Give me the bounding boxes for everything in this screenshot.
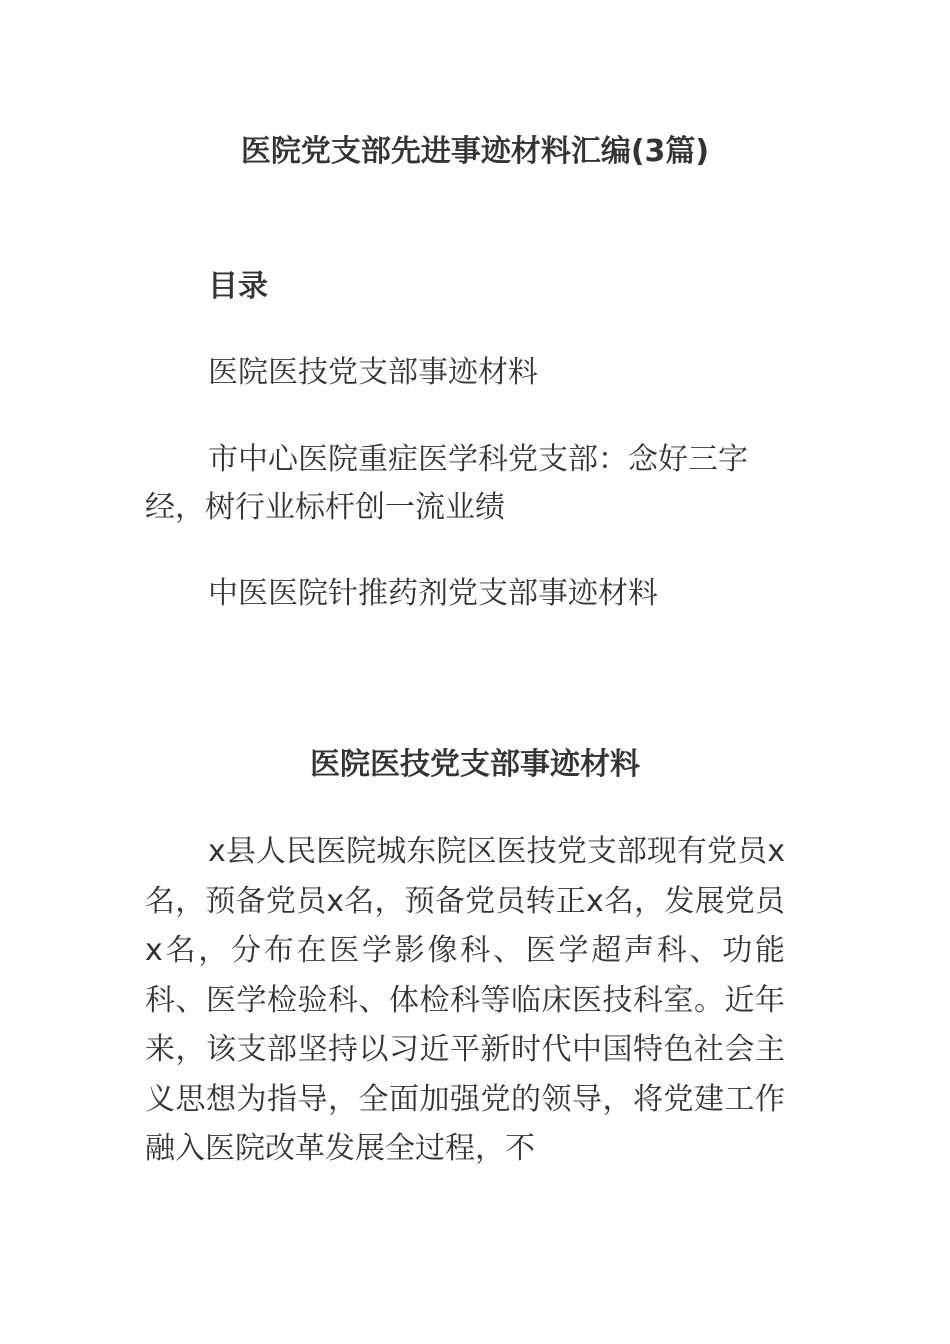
section-title: 医院医技党支部事迹材料 — [310, 747, 640, 782]
toc-heading: 目录 — [208, 269, 268, 304]
document-title: 医院党支部先进事迹材料汇编(3篇) — [240, 134, 710, 169]
toc-item: 中医医院针推药剂党支部事迹材料 — [208, 576, 658, 611]
toc-item: 医院医技党支部事迹材料 — [208, 355, 538, 390]
toc-item: 市中心医院重症医学科党支部：念好三字经，树行业标杆创一流业绩 — [145, 442, 748, 525]
body-paragraph: x县人民医院城东院区医技党支部现有党员x名，预备党员x名，预备党员转正x名，发展党员x名，分布在医学影像科、医学超声科、功能科、医学检验科、体检科等临床医技科室。近年来，该支部坚持以习近平新时代中国特色社会主义思想为指导，全面加强党的领导，将党建工作融入医院改革发展全过程，不 — [145, 834, 785, 1166]
